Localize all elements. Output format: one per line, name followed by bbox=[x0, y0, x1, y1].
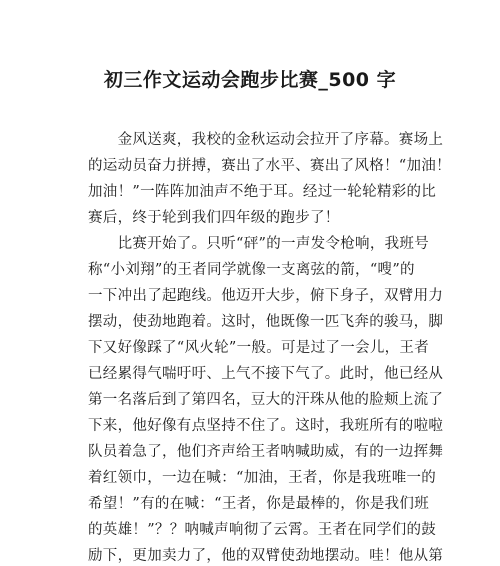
body-line: 队员着急了，他们齐声给王者呐喊助威，有的一边挥舞 bbox=[88, 444, 444, 460]
body-line: 下又好像踩了“风火轮”一般。可是过了一会儿，王者 bbox=[88, 340, 430, 356]
body-line: 着红领巾，一边在喊：“加油，王者，你是我班唯一的 bbox=[88, 470, 437, 486]
body-line: 下来，他好像有点坚持不住了。这时，我班所有的啦啦 bbox=[88, 418, 444, 434]
body-line: 赛后，终于轮到我们四年级的跑步了！ bbox=[88, 210, 340, 226]
body-line: 第一名落后到了第四名，豆大的汗珠从他的脸颊上流了 bbox=[88, 392, 444, 408]
document-title: 初三作文运动会跑步比赛_500 字 bbox=[103, 69, 397, 91]
body-line: 希望！”有的在喊：“王者，你是最棒的，你是我们班 bbox=[88, 496, 430, 512]
body-line: 已经累得气喘吁吁、上气不接下气了。此时，他已经从 bbox=[88, 366, 444, 382]
body-line: 励下，更加卖力了，他的双臂使劲地摆动。哇！他从第 bbox=[88, 548, 444, 564]
body-line: 比赛开始了。只听“砰”的一声发令枪响，我班号 bbox=[88, 236, 430, 252]
body-line: 摆动，使劲地跑着。这时，他既像一匹飞奔的骏马，脚 bbox=[88, 314, 444, 330]
body-line: 的运动员奋力拼搏，赛出了水平、赛出了风格！“加油！ bbox=[88, 158, 451, 174]
body-line: 一下冲出了起跑线。他迈开大步，俯下身子，双臂用力 bbox=[88, 288, 444, 304]
body-line: 加油！”一阵阵加油声不绝于耳。经过一轮轮精彩的比 bbox=[88, 184, 437, 200]
body-line: 金风送爽，我校的金秋运动会拉开了序幕。赛场上 bbox=[88, 132, 444, 148]
body-line: 的英雄！”？？呐喊声响彻了云霄。王者在同学们的鼓 bbox=[88, 522, 437, 538]
body-line: 称“小刘翔”的王者同学就像一支离弦的箭，“嗖”的 bbox=[88, 262, 415, 278]
